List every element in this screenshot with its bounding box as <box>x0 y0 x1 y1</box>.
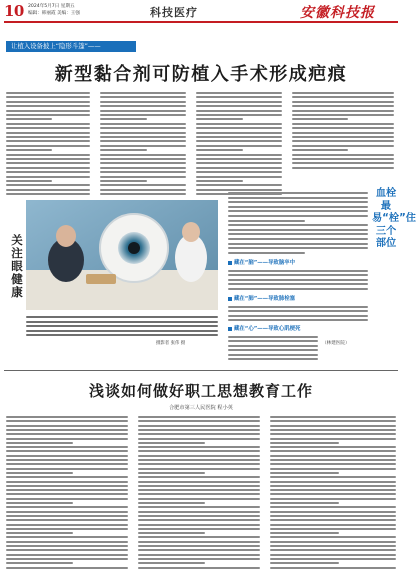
text-line <box>6 524 128 526</box>
masthead <box>0 0 402 36</box>
text-line <box>228 229 368 231</box>
text-line <box>100 193 186 195</box>
text-line <box>138 519 260 521</box>
text-line <box>6 515 128 517</box>
text-line <box>138 498 260 500</box>
text-line <box>6 176 90 178</box>
text-line <box>196 180 243 182</box>
text-line <box>138 511 260 513</box>
text-line <box>138 524 260 526</box>
text-line <box>292 154 394 156</box>
text-line <box>6 502 73 504</box>
text-line <box>292 114 394 116</box>
text-line <box>292 158 394 160</box>
text-line <box>270 416 396 418</box>
photo-credit: 摄影者 张伟 摄 <box>156 341 186 346</box>
text-line <box>6 171 90 173</box>
text-line <box>100 123 186 125</box>
text-line <box>100 180 147 182</box>
newspaper-logo: 安徽科技报 <box>300 5 375 21</box>
text-line <box>100 145 186 147</box>
text-line <box>228 206 368 208</box>
text-line <box>138 476 260 478</box>
text-line <box>270 481 396 483</box>
text-line <box>6 193 90 195</box>
text-line <box>138 433 260 435</box>
text-line <box>270 425 396 427</box>
text-line <box>196 105 282 107</box>
text-line <box>228 192 368 194</box>
text-line <box>6 114 90 116</box>
text-line <box>270 549 396 551</box>
text-line <box>6 416 128 418</box>
text-line <box>6 498 128 500</box>
text-line <box>6 429 128 431</box>
text-line <box>270 519 396 521</box>
text-line <box>228 310 368 312</box>
text-line <box>270 528 396 530</box>
text-line <box>6 558 128 560</box>
text-line <box>6 493 128 495</box>
text-line <box>196 167 282 169</box>
text-line <box>292 123 394 125</box>
text-line <box>292 136 394 138</box>
text-line <box>138 532 205 534</box>
text-line <box>138 450 260 452</box>
text-line <box>196 96 282 98</box>
text-line <box>26 321 218 323</box>
text-line <box>6 189 90 191</box>
text-line <box>228 215 368 217</box>
article2-headline: 浅谈如何做好职工思想教育工作 <box>88 382 313 400</box>
text-line <box>270 511 396 513</box>
text-line <box>292 101 394 103</box>
text-line <box>6 132 90 134</box>
text-line <box>6 442 73 444</box>
text-line <box>6 562 73 564</box>
text-line <box>270 493 396 495</box>
text-line <box>138 541 260 543</box>
text-line <box>196 158 282 160</box>
sidebar-headline: 血栓最易“栓”住三个部位 <box>372 188 416 249</box>
text-line <box>138 420 260 422</box>
text-line <box>270 472 339 474</box>
subhead-brain: 藏在“脑”——导致脑卒中 <box>228 258 295 268</box>
text-line <box>228 315 368 317</box>
text-line <box>26 316 218 318</box>
text-line <box>6 184 90 186</box>
text-line <box>292 145 394 147</box>
text-line <box>138 528 260 530</box>
eye-exam-photo <box>26 200 218 310</box>
text-line <box>292 118 348 120</box>
text-line <box>138 455 260 457</box>
text-line <box>270 476 396 478</box>
text-line <box>228 345 318 347</box>
text-line <box>270 489 396 491</box>
text-line <box>228 279 368 281</box>
text-line <box>6 118 52 120</box>
text-line <box>100 110 186 112</box>
text-line <box>228 270 368 272</box>
text-line <box>100 167 186 169</box>
text-line <box>138 554 260 556</box>
text-line <box>228 252 305 254</box>
text-line <box>228 319 368 321</box>
text-line <box>100 189 186 191</box>
text-line <box>6 532 73 534</box>
text-line <box>228 197 368 199</box>
text-line <box>138 562 205 564</box>
text-line <box>6 92 90 94</box>
text-line <box>196 118 243 120</box>
text-line <box>138 468 260 470</box>
text-line <box>138 558 260 560</box>
text-line <box>228 220 305 222</box>
text-line <box>292 105 394 107</box>
text-line <box>100 132 186 134</box>
text-line <box>292 132 394 134</box>
text-line <box>228 336 318 338</box>
text-line <box>270 502 339 504</box>
text-line <box>196 176 282 178</box>
text-line <box>196 136 282 138</box>
text-line <box>100 140 186 142</box>
article-headline: 新型黏合剂可防植入手术形成疤痕 <box>54 64 348 85</box>
text-line <box>6 459 128 461</box>
text-line <box>292 149 348 151</box>
text-line <box>6 140 90 142</box>
text-line <box>228 306 368 308</box>
text-line <box>292 167 394 169</box>
text-line <box>6 180 52 182</box>
sidebar-source: （林建医院） <box>322 341 350 346</box>
text-line <box>6 145 90 147</box>
text-line <box>6 506 128 508</box>
text-line <box>270 498 396 500</box>
text-line <box>138 567 260 569</box>
text-line <box>6 425 128 427</box>
text-line <box>6 96 90 98</box>
text-line <box>138 459 260 461</box>
text-line <box>196 149 243 151</box>
text-line <box>228 288 368 290</box>
text-line <box>100 171 186 173</box>
text-line <box>138 545 260 547</box>
text-line <box>138 416 260 418</box>
text-line <box>270 558 396 560</box>
text-line <box>196 145 282 147</box>
text-line <box>270 433 396 435</box>
text-line <box>196 171 282 173</box>
text-line <box>292 140 394 142</box>
text-line <box>228 283 368 285</box>
text-line <box>138 536 260 538</box>
text-line <box>228 358 318 360</box>
text-line <box>6 420 128 422</box>
text-line <box>196 101 282 103</box>
text-line <box>138 463 260 465</box>
text-line <box>196 92 282 94</box>
text-line <box>228 247 368 249</box>
text-line <box>6 127 90 129</box>
text-line <box>228 210 368 212</box>
text-line <box>138 481 260 483</box>
text-line <box>270 429 396 431</box>
text-line <box>6 101 90 103</box>
text-line <box>6 105 90 107</box>
issue-date: 2024年5月7日 星期五 <box>28 4 75 9</box>
subhead-lung: 藏在“肺”——导致肺栓塞 <box>228 294 295 304</box>
text-line <box>292 92 394 94</box>
text-line <box>6 450 128 452</box>
text-line <box>292 110 394 112</box>
text-line <box>196 154 282 156</box>
text-line <box>100 158 186 160</box>
text-line <box>138 429 260 431</box>
text-line <box>270 515 396 517</box>
text-line <box>270 524 396 526</box>
article-photo <box>26 200 218 310</box>
text-line <box>270 567 396 569</box>
article2-byline: 合肥市第三人民医院 程小英 <box>169 405 233 411</box>
text-line <box>6 433 128 435</box>
text-line <box>100 154 186 156</box>
text-line <box>138 425 260 427</box>
text-line <box>196 127 282 129</box>
text-line <box>100 114 186 116</box>
text-line <box>6 136 90 138</box>
text-line <box>270 536 396 538</box>
text-line <box>292 127 394 129</box>
issue-editors: 编辑：韩丽霞 美编：王强 <box>28 11 80 16</box>
text-line <box>6 545 128 547</box>
text-line <box>138 472 205 474</box>
text-line <box>6 463 128 465</box>
text-line <box>26 325 218 327</box>
text-line <box>228 233 368 235</box>
page-number: 10 <box>4 2 24 20</box>
text-line <box>26 330 218 332</box>
text-line <box>196 132 282 134</box>
text-line <box>100 118 147 120</box>
text-line <box>196 162 282 164</box>
text-line <box>138 438 260 440</box>
text-line <box>6 446 128 448</box>
text-line <box>228 354 318 356</box>
text-line <box>6 481 128 483</box>
text-line <box>270 485 396 487</box>
text-line <box>138 446 260 448</box>
text-line <box>228 274 368 276</box>
text-line <box>6 511 128 513</box>
text-line <box>100 96 186 98</box>
text-line <box>270 545 396 547</box>
text-line <box>6 455 128 457</box>
section-divider <box>4 370 398 371</box>
text-line <box>6 567 128 569</box>
text-line <box>196 114 282 116</box>
text-line <box>270 468 396 470</box>
text-line <box>6 541 128 543</box>
text-line <box>100 101 186 103</box>
text-line <box>270 463 396 465</box>
text-line <box>270 562 339 564</box>
text-line <box>270 442 339 444</box>
text-line <box>270 420 396 422</box>
text-line <box>6 162 90 164</box>
text-line <box>138 549 260 551</box>
text-line <box>228 243 368 245</box>
text-line <box>228 238 368 240</box>
text-line <box>6 472 73 474</box>
text-line <box>270 506 396 508</box>
text-line <box>270 455 396 457</box>
text-line <box>6 528 128 530</box>
text-line <box>138 502 205 504</box>
text-line <box>6 123 90 125</box>
text-line <box>100 105 186 107</box>
text-line <box>6 438 128 440</box>
text-line <box>270 450 396 452</box>
text-line <box>6 485 128 487</box>
subhead-heart: 藏在“心”——导致心肌梗死 <box>228 324 300 334</box>
text-line <box>6 154 90 156</box>
text-line <box>228 349 318 351</box>
text-line <box>100 176 186 178</box>
text-line <box>292 162 394 164</box>
text-line <box>6 536 128 538</box>
text-line <box>196 110 282 112</box>
article-kicker: 让植入设备披上“隐形斗篷”—— <box>6 41 136 52</box>
section-title: 科技医疗 <box>150 6 198 19</box>
text-line <box>228 340 318 342</box>
text-line <box>196 123 282 125</box>
text-line <box>270 532 339 534</box>
text-line <box>270 459 396 461</box>
text-line <box>196 184 282 186</box>
text-line <box>138 442 205 444</box>
text-line <box>138 485 260 487</box>
text-line <box>138 515 260 517</box>
text-line <box>6 110 90 112</box>
column-label: 关注眼健康 <box>11 233 23 299</box>
text-line <box>6 167 90 169</box>
text-line <box>100 184 186 186</box>
masthead-rule <box>4 21 398 23</box>
text-line <box>100 92 186 94</box>
text-line <box>6 158 90 160</box>
text-line <box>100 162 186 164</box>
text-line <box>196 189 282 191</box>
text-line <box>100 136 186 138</box>
text-line <box>6 489 128 491</box>
text-line <box>270 541 396 543</box>
text-line <box>6 519 128 521</box>
text-line <box>6 554 128 556</box>
text-line <box>138 506 260 508</box>
text-line <box>100 149 147 151</box>
text-line <box>100 127 186 129</box>
text-line <box>270 554 396 556</box>
text-line <box>26 334 218 336</box>
text-line <box>138 489 260 491</box>
text-line <box>138 493 260 495</box>
text-line <box>228 224 368 226</box>
text-line <box>6 549 128 551</box>
text-line <box>196 140 282 142</box>
text-line <box>270 446 396 448</box>
text-line <box>6 468 128 470</box>
text-line <box>6 149 52 151</box>
text-line <box>228 201 368 203</box>
text-line <box>6 476 128 478</box>
text-line <box>292 96 394 98</box>
text-line <box>270 438 396 440</box>
